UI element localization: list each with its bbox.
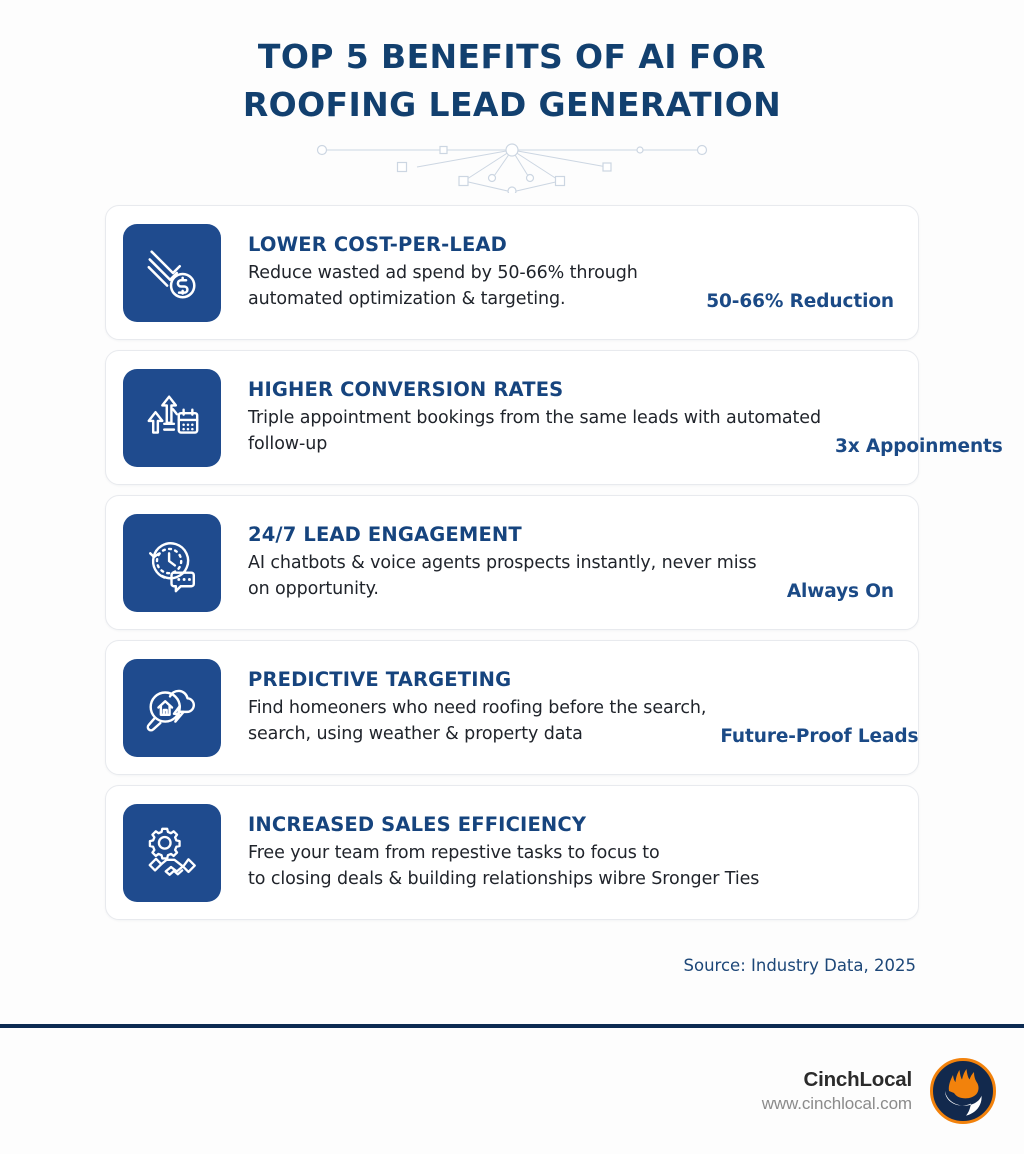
benefit-heading: PREDICTIVE TARGETING <box>248 667 512 691</box>
benefit-heading: LOWER COST-PER-LEAD <box>248 232 507 256</box>
benefit-description-line-1: Triple appointment bookings from the same leads with automated <box>248 408 821 429</box>
page-title-line-1: TOP 5 BENEFITS OF AI FOR <box>257 37 767 76</box>
benefit-description <box>248 551 773 602</box>
benefit-text-row <box>248 696 919 747</box>
benefit-description-line-2: on opportunity. <box>248 579 379 600</box>
benefit-card-body <box>221 667 919 748</box>
arrows-up-calendar-icon <box>141 387 203 449</box>
benefits-card-list <box>0 205 1024 920</box>
benefit-card-body <box>221 377 1003 458</box>
network-decoration-graphic <box>292 137 732 193</box>
benefit-card[interactable] <box>105 495 919 630</box>
benefit-description-line-1: Free your team from repestive tasks to focus to <box>248 843 660 864</box>
benefit-highlight-value: 50-66% Reduction <box>706 290 894 312</box>
page-title <box>80 33 944 129</box>
benefit-icon-tile <box>123 224 221 322</box>
benefit-highlight-value: Always On <box>786 580 894 602</box>
benefit-card[interactable] <box>105 785 919 920</box>
footer-bar <box>0 1028 1024 1154</box>
cost-decline-dollar-icon <box>141 242 203 304</box>
benefit-description <box>248 261 692 312</box>
cinchlocal-flame-speech-bubble-logo[interactable] <box>930 1058 996 1124</box>
benefit-card-body <box>221 813 896 893</box>
benefit-text-row <box>248 406 1003 457</box>
benefit-description-line-2: to closing deals & building relationships wibre Sronger Ties <box>248 869 760 890</box>
page-title-line-2: ROOFING LEAD GENERATION <box>242 85 782 125</box>
brand-url[interactable]: www.cinchlocal.com <box>761 1093 912 1113</box>
benefit-heading: INCREASED SALES EFFICIENCY <box>248 812 587 836</box>
magnifier-house-storm-icon <box>141 677 203 739</box>
clock-chat-icon <box>141 532 203 594</box>
benefit-icon-tile <box>123 369 221 467</box>
benefit-heading: 24/7 LEAD ENGAGEMENT <box>248 522 522 546</box>
benefit-description-line-1: AI chatbots & voice agents prospects instantly, never miss <box>248 553 757 574</box>
benefit-card-body <box>221 233 896 313</box>
title-block <box>0 0 1024 129</box>
benefit-icon-tile <box>123 804 221 902</box>
benefit-card[interactable] <box>105 350 1003 485</box>
benefit-card-body <box>221 523 896 603</box>
benefit-heading: HIGHER CONVERSION RATES <box>248 377 564 401</box>
benefit-card[interactable] <box>105 205 919 340</box>
benefit-icon-tile <box>123 659 221 757</box>
source-note: Source: Industry Data, 2025 <box>683 956 916 976</box>
benefit-text-row <box>248 261 894 312</box>
brand-name: CinchLocal <box>803 1068 912 1092</box>
benefit-highlight-value: Future-Proof Leads <box>720 725 919 747</box>
benefit-highlight-value: 3x Appoinments <box>834 435 1003 457</box>
benefit-description-line-2: search, using weather & property data <box>248 724 583 745</box>
benefit-icon-tile <box>123 514 221 612</box>
benefit-description-line-1: Reduce wasted ad spend by 50-66% through <box>248 263 638 284</box>
benefit-description <box>248 406 821 457</box>
benefit-text-row <box>248 551 894 602</box>
benefit-text-row <box>248 841 894 892</box>
brand-text-block <box>762 1067 930 1115</box>
benefit-description-line-2: follow-up <box>248 434 328 455</box>
benefit-description-line-2: automated optimization & targeting. <box>248 289 566 310</box>
benefit-card[interactable] <box>105 640 919 775</box>
benefit-description <box>248 841 894 892</box>
benefit-description-line-1: Find homeoners who need roofing before the search, <box>248 698 707 719</box>
gear-handshake-icon <box>141 822 203 884</box>
benefit-description <box>248 696 706 747</box>
